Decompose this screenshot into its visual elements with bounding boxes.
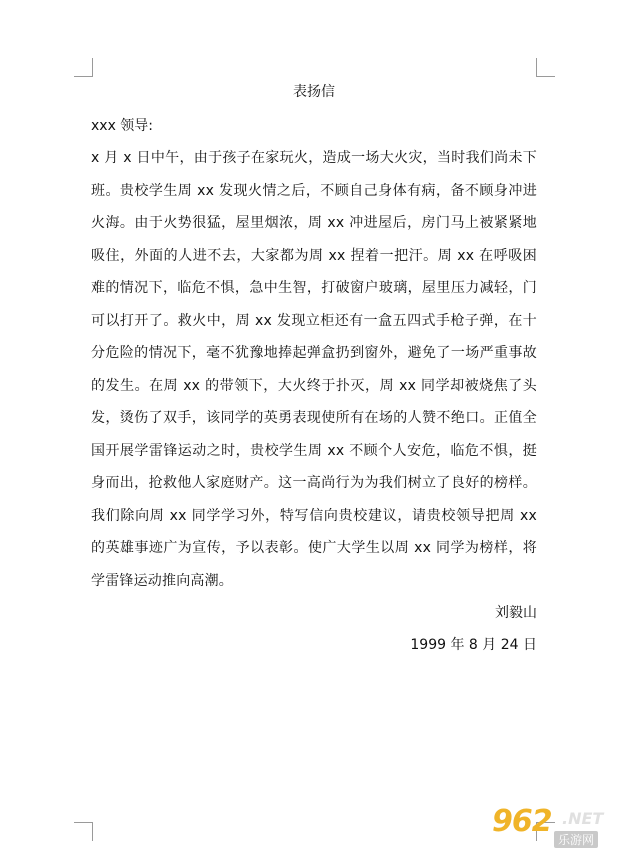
signature: 刘毅山 <box>495 605 537 621</box>
crop-mark-top-left <box>74 58 93 77</box>
letter-date: 1999 年 8 月 24 日 <box>410 637 537 653</box>
salutation: xxx 领导: <box>91 118 154 134</box>
body-paragraph: x 月 x 日中午，由于孩子在家玩火，造成一场大火灾，当时我们尚未下班。贵校学生周 xx 发现火情之后，不顾自己身体有病，备不顾身冲进火海。由于火势很猛，屋里烟浓，周 xx 冲进屋后，房门马上被紧紧地吸住，外面的人进不去，大家都为周 xx 捏着一把汗。周 xx 在呼吸困难的情况下，临危不惧，急中生智，打破窗户玻璃，屋里压力减轻，门可以打开了。救火中，周 xx 发现立柜还有一盒五四式手枪子弹，在十分危险的情况下，毫不犹豫地捧起弹盒扔到窗外，避免了一场严重事故的发生。在周 xx 的带领下，大火终于扑灭，周 xx 同学却被烧焦了头发，烫伤了双手，该同学的英勇表现使所有在场的人赞不绝口。正值全国开展学雷锋运动之时，贵校学生周 xx 不顾个人安危，临危不惧，挺身而出，抢救他人家庭财产。这一高尚行为为我们树立了良好的榜样。我们除向周 xx 同学学习外，特写信向贵校建议，请贵校领导把周 xx 的英雄事迹广为宣传，予以表彰。使广大学生以周 xx 同学为榜样，将学雷锋运动推向高潮。 <box>91 150 537 589</box>
site-watermark <box>492 805 624 851</box>
watermark-suffix: .NET <box>562 809 604 828</box>
watermark-number: 962 <box>492 804 552 839</box>
crop-mark-top-right <box>536 58 555 77</box>
crop-mark-bottom-left <box>74 822 93 841</box>
watermark-site-name: 乐游网 <box>554 831 598 848</box>
document-body[interactable] <box>91 78 537 661</box>
document-title: 表扬信 <box>293 84 335 100</box>
